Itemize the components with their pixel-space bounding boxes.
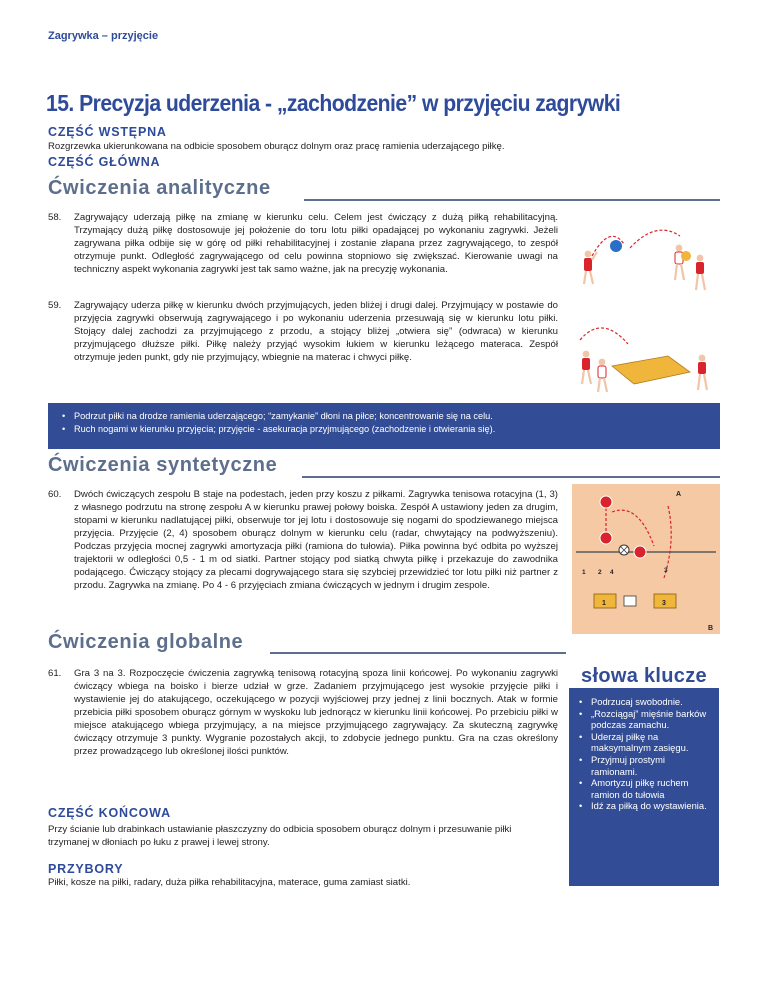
keyword-item: • „Rozciągaj” mięśnie barków podczas zamachu. <box>579 708 709 731</box>
final-part-text: Przy ścianie lub drabinkach ustawianie płaszczyzny do odbicia sposobem oburącz dolnym i przesuwanie piłki trzymanej w dłoniach po łuku z prawej i lewej strony. <box>48 824 512 848</box>
exercise-58-text: Zagrywający uderzają piłkę na zmianę w kierunku celu. Celem jest ćwiczący z dużą piłką rehabilitacyjną. Trzymający dużą piłkę dostosowuje jej położenie do toru lotu piłki opadającej po wykonaniu zagrywki. Jeżeli zagrywana piłka odbije się w górę od piłki rehabilitacyjnej i zostanie złapana przez zagrywającego, to zespół otrzymuje punkt. Odległość zagrywającego od celu powinna stopniowo się zwiększać. Kierowanie uwagi na techniczny aspekt wykonania zagrywki jest tak samo ważne, jak na precyzję wykonania. <box>74 212 558 275</box>
equipment-text: Piłki, kosze na piłki, radary, duża piłka rehabilitacyjna, materace, guma zamiast siatki. <box>48 877 411 888</box>
exercise-59 <box>48 299 558 364</box>
analytic-section-title: Ćwiczenia analityczne <box>48 177 271 199</box>
exercise-61-text: Gra 3 na 3. Rozpoczęcie ćwiczenia zagrywką tenisową rotacyjną spoza linii końcowej. Po wykonaniu zagrywki ćwiczący wbiega na boisko i bierze udział w grze. Zadaniem przyjmującego jest wysokie przyjęcie piłki i wystawienie jej do atakującego, oczekującego w pozycji wyjściowej przy jednej z linii bocznych. Atak w formie przebicia piłki sposobem oburącz górnym w wyskoku lub jednorącz w kierunku linii końcowej. Po przebiciu piłki w miejsce atakującego wbiega przyjmujący, a na miejsce przyjmującego zagrywający. Za skuteczną zagrywkę ćwiczący otrzymuje 3 punkty. Wygranie pozostałych akcji, to zdobycie jednego punktu. Gra na czas określony przez prowadzącego lub określonej ilości punktów. <box>74 668 558 757</box>
exercise-60-number: 60. <box>48 489 62 500</box>
keyword-item: • Podrzucaj swobodnie. <box>579 696 709 708</box>
exercise-61 <box>48 667 558 758</box>
team-a-label: A <box>676 491 682 498</box>
running-head: Zagrywka – przyjęcie <box>48 30 159 42</box>
exercise-60-text: Dwóch ćwiczących zespołu B staje na podestach, jeden przy koszu z piłkami. Zagrywka tenisowa rotacyjna (1, 3) z własnego podrzutu na stronę zespołu A w kierunku prawej połowy boiska. Zespół A ustawiony jeden za drugim, stopami w kierunku nadlatującej piłki, obserwuje tor jej lotu i dostosowuje się nogami do spodziewanego miejsca przyjęcia. Przyjęcie (2, 4) sposobem oburącz dolnym w kierunku celu (radar, chwytający na podwyższeniu). Podczas przyjęcia mocnej zagrywki amortyzacja piłki (ramiona do tułowia). Piłka powinna być odbita po wyższej trajektorii w odległości 0,5 - 1 m od siatki. Partner stojący pod siatką chwyta piłkę i przekazuje do zawodnika podającego. Ćwiczący stojący za plecami dogrywającego stara się szybciej przewidzieć tor lotu piłki niż partner z przodu. Zagrywka na zmianę. Po 4 - 6 przyjęciach zmiana ćwiczących w jednym i drugim zespole. <box>74 489 558 591</box>
exercise-61-number: 61. <box>48 668 62 679</box>
player-marker <box>634 546 646 558</box>
keyword-item: • Przyjmuj prostymi ramionami. <box>579 754 709 777</box>
exercise-58-illustration <box>572 214 720 300</box>
exercise-58 <box>48 211 558 276</box>
intro-heading: CZĘŚĆ WSTĘPNA <box>48 125 167 139</box>
player-figure-2 <box>598 359 607 392</box>
platform-right-label: 3 <box>662 600 666 607</box>
player-figure-3 <box>698 355 707 390</box>
diagram-label-2: 2 <box>598 569 602 576</box>
keyword-item: • Uderzaj piłkę na maksymalnym zasięgu. <box>579 731 709 754</box>
diagram-label-4: 4 <box>610 569 614 576</box>
court-area <box>572 484 720 634</box>
player-marker <box>600 532 612 544</box>
player-figure-1 <box>582 351 591 384</box>
target-figure <box>675 245 691 280</box>
ball-basket-icon <box>624 596 636 606</box>
intro-text: Rozgrzewka ukierunkowana na odbicie sposobem oburącz dolnym oraz pracę ramienia uderzającego piłkę. <box>48 141 505 152</box>
player-marker <box>600 496 612 508</box>
tip-item: • Ruch nogami w kierunku przyjęcia; przyjęcie - asekuracja przyjmującego (zachodzenie i otwierania się). <box>62 423 706 436</box>
diagram-label-3: 3 <box>664 567 668 574</box>
global-section-rule <box>270 652 566 654</box>
server-figure <box>584 251 597 284</box>
tip-item: • Podrzut piłki na drodze ramienia uderzającego; “zamykanie” dłoni na piłce; koncentrowanie się na celu. <box>62 410 706 423</box>
main-part-heading: CZĘŚĆ GŁÓWNA <box>48 155 161 169</box>
synthetic-section-rule <box>302 476 720 478</box>
exercise-60-court-diagram <box>572 484 720 634</box>
keyword-item: • Amortyzuj piłkę ruchem ramion do tułowia <box>579 777 709 800</box>
platform-left-label: 1 <box>602 600 606 607</box>
exercise-59-number: 59. <box>48 300 62 311</box>
exercise-58-number: 58. <box>48 212 62 223</box>
analytic-section-rule <box>304 199 720 201</box>
synthetic-section-title: Ćwiczenia syntetyczne <box>48 454 278 476</box>
rehab-ball-icon <box>610 240 622 252</box>
diagram-label-1: 1 <box>582 569 586 576</box>
keywords-title: słowa klucze <box>581 665 707 687</box>
final-part-heading: CZĘŚĆ KOŃCOWA <box>48 806 171 820</box>
exercise-60 <box>48 488 558 592</box>
receiver-figure <box>696 255 705 290</box>
equipment-heading: PRZYBORY <box>48 862 124 876</box>
ball-icon <box>681 251 691 261</box>
technique-tips-box <box>48 403 720 449</box>
mat-icon <box>612 356 690 384</box>
lesson-title: 15. Precyzja uderzenia - „zachodzenie” w przyjęciu zagrywki <box>46 90 621 116</box>
exercise-59-text: Zagrywający uderza piłkę w kierunku dwóch przyjmujących, jeden bliżej i drugi dalej. Przyjmujący w postawie do przyjęcia zagrywki obserwują zagrywającego i po wykonaniu uderzenia przesuwają się w kierunku lotu piłki. Stojący dalej zachodzi za przyjmującego z przodu, a stojący bliżej „otwiera się” (odwraca) w kierunku przyjmującego dłuższe piłki. Piłkę należy przyjąć wysokim łukiem w kierunku leżącego materaca. Zespół otrzymuje jeden punkt, gdy nie przyjmujący, wbiegnie na materac i chwyci piłkę. <box>74 300 558 363</box>
team-b-label: B <box>708 625 714 632</box>
global-section-title: Ćwiczenia globalne <box>48 631 244 653</box>
keyword-item: • Idź za piłką do wystawienia. <box>579 800 709 812</box>
keywords-box <box>569 688 719 886</box>
exercise-59-illustration <box>572 318 720 400</box>
